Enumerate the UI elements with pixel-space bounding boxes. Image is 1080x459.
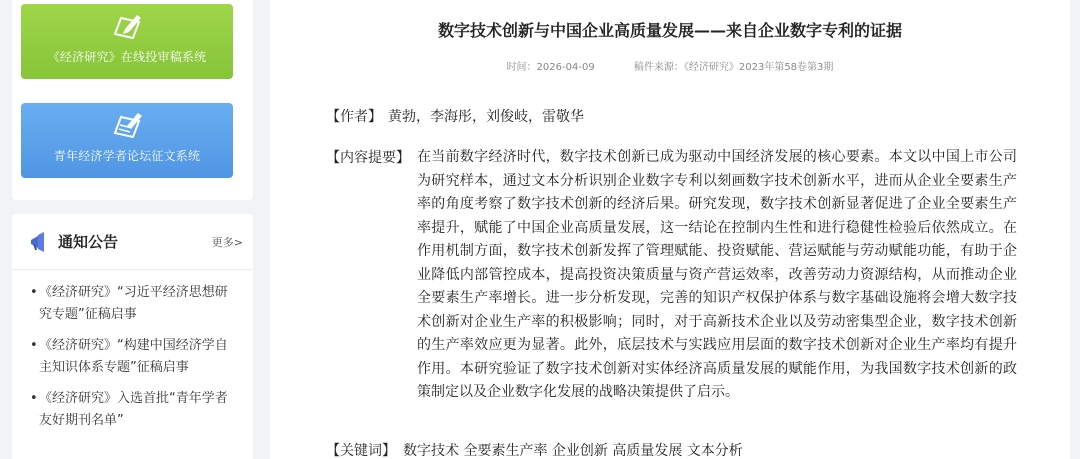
keywords-value: 数字技术 全要素生产率 企业创新 高质量发展 文本分析 (403, 443, 743, 459)
article-title: 数字技术创新与中国企业高质量发展——来自企业数字专利的证据 (437, 21, 902, 40)
authors-label: 【作者】 (326, 109, 382, 125)
notice-more-link[interactable]: 更多> (211, 235, 243, 249)
online-submission-label: 《经济研究》在线投审稿系统 (47, 50, 207, 64)
notice-item[interactable]: • 《经济研究》入选首批“青年学者友好期刊名单” (30, 388, 237, 432)
notice-list (12, 270, 253, 432)
edit-document-icon (107, 111, 147, 141)
article-source: 稿件来源：《经济研究》2023年第58卷第3期 (633, 62, 834, 73)
young-scholars-forum-label: 青年经济学者论坛征文系统 (53, 149, 201, 163)
abstract-label: 【内容提要】 (326, 150, 410, 166)
online-submission-button[interactable] (21, 4, 233, 79)
authors-value: 黄勃，李海彤，刘俊岐，雷敬华 (388, 109, 584, 125)
young-scholars-forum-button[interactable] (21, 103, 233, 178)
notice-panel (12, 214, 253, 459)
publish-time: 时间：2026-04-09 (506, 62, 595, 73)
notice-title: 通知公告 (58, 233, 119, 251)
notice-item[interactable]: • 《经济研究》“习近平经济思想研究专题”征稿启事 (30, 282, 237, 326)
article-meta (270, 58, 1070, 73)
megaphone-icon (28, 231, 50, 253)
notice-item[interactable]: • 《经济研究》“构建中国经济学自主知识体系专题”征稿启事 (30, 335, 237, 379)
keywords-label: 【关键词】 (326, 443, 396, 459)
abstract-text: 在当前数字经济时代，数字技术创新已成为驱动中国经济发展的核心要素。本文以中国上市公司为研究样本，通过文本分析识别企业数字专利以刻画数字技术创新水平，进而从企业全要素生产率的角度考察了数字技术创新的经济后果。研究发现，数字技术创新显著促进了企业全要素生产率提升，赋能了中国企业高质量发展，这一结论在控制内生性和进行稳健性检验后依然成立。在作用机制方面，数字技术创新发挥了管理赋能、投资赋能、营运赋能与劳动赋能功能，有助于企业降低内部管控成本，提高投资决策质量与资产营运效率，改善劳动力资源结构，从而推动企业全要素生产率增长。进一步分析发现，完善的知识产权保护体系与数字基础设施将会增大数字技术创新对企业生产率的积极影响；同时，对于高新技术企业以及劳动密集型企业，数字技术创新的生产率效应更为显著。此外，底层技术与实践应用层面的数字技术创新对企业生产率均有提升作用。本研究验证了数字技术创新对实体经济高质量发展的赋能作用，为我国数字技术创新的政策制定以及企业数字化发展的战略决策提供了启示。 (417, 149, 1017, 400)
notice-header (12, 214, 253, 270)
article-panel (270, 0, 1070, 459)
edit-paper-icon (107, 12, 147, 42)
